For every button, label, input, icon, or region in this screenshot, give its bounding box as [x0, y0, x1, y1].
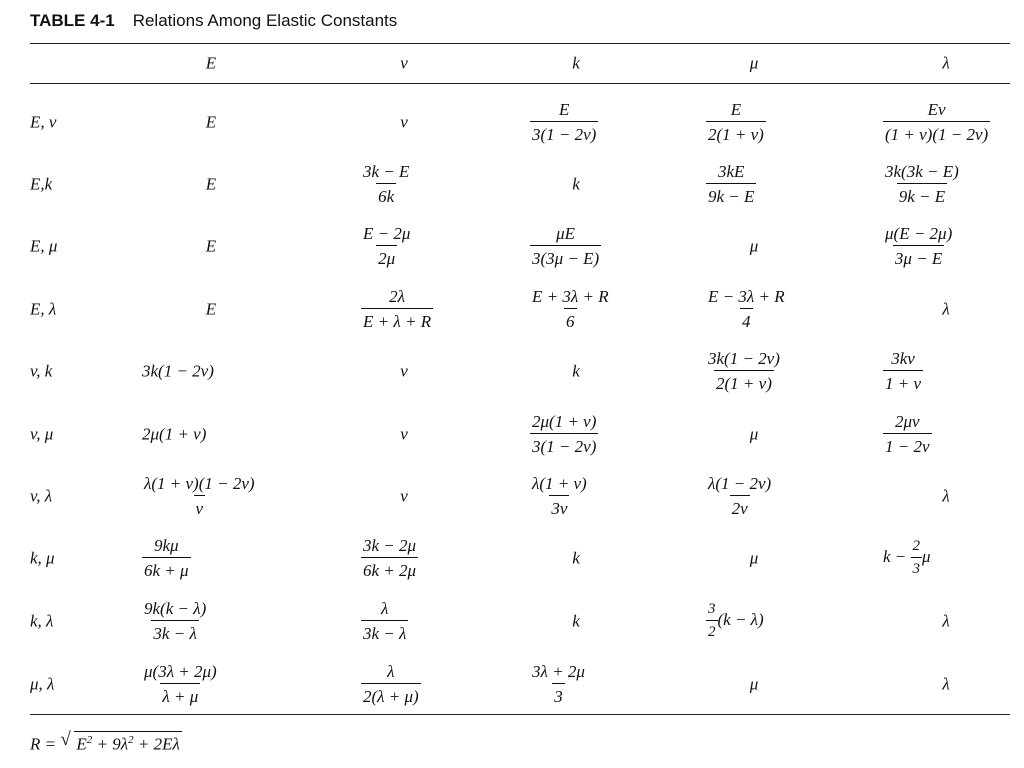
denominator: 3: [552, 683, 565, 705]
table-cell: [361, 225, 412, 267]
numerator: λ(1 + v): [532, 474, 587, 493]
numerator: 3k − E: [363, 162, 410, 181]
denominator: 6: [564, 308, 577, 330]
column-header-mu: μ: [749, 53, 759, 73]
denominator: 6k + μ: [142, 557, 191, 579]
fraction: [706, 475, 773, 517]
table-cell: [706, 350, 782, 392]
denominator: 3(1 − 2v): [530, 433, 598, 455]
numerator: 3k(1 − 2v): [708, 349, 780, 368]
fraction: [706, 602, 718, 640]
fraction: [361, 225, 412, 267]
fraction: [361, 288, 433, 330]
fraction: [530, 663, 587, 705]
table-cell: μ: [749, 548, 759, 568]
fraction: [530, 225, 601, 267]
denominator: 3(1 − 2v): [530, 121, 598, 143]
table-cell: λ: [942, 674, 950, 694]
table-cell: k: [572, 174, 580, 194]
table-cell: [883, 101, 990, 143]
fraction: [883, 101, 990, 143]
fraction: [883, 413, 932, 455]
table-cell: [706, 163, 756, 205]
row-label: E,k: [30, 174, 53, 194]
fraction: [142, 537, 191, 579]
numerator: μ(3λ + 2μ): [144, 662, 217, 681]
table-cell: λ: [942, 611, 950, 631]
numerator: λ: [381, 599, 389, 618]
table-cell: E: [205, 236, 217, 256]
column-header-E: E: [205, 53, 217, 73]
numerator: E − 2μ: [363, 224, 411, 243]
row-label: v, k: [30, 361, 53, 381]
numerator: μ(E − 2μ): [885, 224, 953, 243]
table-cell: 2μ(1 + v): [142, 424, 207, 444]
denominator: 2v: [730, 495, 750, 517]
denominator: 2(1 + v): [706, 121, 766, 143]
row-label: E, μ: [30, 236, 58, 256]
denominator: 6k + 2μ: [361, 557, 418, 579]
column-header-k: k: [572, 53, 580, 73]
denominator: 6k: [376, 183, 396, 205]
table-cell: [530, 413, 598, 455]
table-cell: [142, 537, 191, 579]
fraction: [530, 475, 589, 517]
column-header-v: v: [400, 53, 408, 73]
fraction: [361, 537, 418, 579]
fraction: [706, 101, 766, 143]
table-cell: v: [400, 486, 408, 506]
table-cell: k: [572, 611, 580, 631]
table-cell: E: [205, 112, 217, 132]
fraction: [530, 288, 611, 330]
numerator: λ(1 + v)(1 − 2v): [144, 474, 255, 493]
fraction: [530, 101, 598, 143]
fraction: [361, 163, 411, 205]
denominator: 1 − 2v: [883, 433, 932, 455]
row-label: k, λ: [30, 611, 54, 631]
denominator: 2μ: [376, 245, 397, 267]
table-cell: [530, 663, 587, 705]
table-cell: [883, 225, 954, 267]
numerator: E + 3λ + R: [532, 287, 609, 306]
table-cell: E: [205, 299, 217, 319]
table-number: TABLE 4-1: [30, 11, 115, 30]
fraction: [911, 539, 923, 577]
bottom-rule: [30, 714, 1010, 715]
row-label: v, μ: [30, 424, 54, 444]
expr-suffix: (k − λ): [717, 609, 764, 629]
table-cell: μ: [749, 236, 759, 256]
numerator: 2: [912, 538, 921, 554]
table-cell: k: [572, 548, 580, 568]
row-label: k, μ: [30, 548, 55, 568]
table-cell: [142, 600, 208, 642]
table-cell: [706, 475, 773, 517]
numerator: λ: [387, 662, 395, 681]
denominator: 9k − E: [897, 183, 947, 205]
fraction: [142, 475, 257, 517]
table-cell: [361, 537, 418, 579]
denominator: (1 + v)(1 − 2v): [883, 121, 990, 143]
numerator: λ(1 − 2v): [708, 474, 772, 493]
table-cell: v: [400, 361, 408, 381]
denominator: E + λ + R: [361, 308, 433, 330]
table-cell: λ: [942, 299, 950, 319]
table-cell: [361, 663, 421, 705]
fraction: [883, 225, 954, 267]
fraction: [706, 350, 782, 392]
denominator: 2(1 + v): [714, 370, 774, 392]
numerator: μE: [556, 224, 576, 243]
table-cell: [883, 350, 923, 392]
footnote-lhs: R =: [30, 734, 57, 754]
denominator: 9k − E: [706, 183, 756, 205]
top-rule: [30, 43, 1010, 44]
numerator: 2λ: [389, 287, 405, 306]
table-cell: v: [400, 112, 408, 132]
fraction: [883, 163, 961, 205]
table-cell: [361, 288, 433, 330]
denominator: 3(3μ − E): [530, 245, 601, 267]
denominator: 3v: [549, 495, 569, 517]
denominator: 3μ − E: [893, 245, 944, 267]
table-cell: [361, 600, 408, 642]
table-cell: [530, 475, 589, 517]
table-caption: [30, 11, 397, 31]
numerator: 2μ(1 + v): [532, 412, 597, 431]
fraction: [883, 350, 923, 392]
table-cell: [883, 163, 961, 205]
denominator: λ + μ: [160, 683, 200, 705]
numerator: E: [730, 100, 742, 119]
numerator: E: [558, 100, 570, 119]
table-cell: [142, 663, 219, 705]
numerator: 3λ + 2μ: [532, 662, 585, 681]
row-label: E, λ: [30, 299, 57, 319]
fraction: [142, 663, 219, 705]
table-cell: [706, 602, 764, 640]
table-cell: v: [400, 424, 408, 444]
fraction: [706, 288, 787, 330]
row-label: E, v: [30, 112, 57, 132]
numerator: E − 3λ + R: [708, 287, 785, 306]
numerator: 2μv: [894, 412, 920, 431]
table-cell: [883, 413, 932, 455]
column-header-lambda: λ: [942, 53, 950, 73]
table-cell: [883, 539, 931, 577]
row-label: μ, λ: [30, 674, 55, 694]
table-cell: [142, 475, 257, 517]
table-cell: μ: [749, 424, 759, 444]
denominator: v: [194, 495, 206, 517]
numerator: 9kμ: [153, 536, 179, 555]
numerator: 3k(3k − E): [885, 162, 959, 181]
fraction: [142, 600, 208, 642]
denominator: 3k − λ: [361, 620, 408, 642]
table-cell: [706, 288, 787, 330]
table-title: Relations Among Elastic Constants: [132, 11, 398, 30]
numerator: 3k − 2μ: [363, 536, 417, 555]
denominator: 2: [706, 620, 718, 640]
table-cell: [530, 225, 601, 267]
numerator: 3: [708, 601, 716, 617]
numerator: 3kE: [717, 162, 745, 181]
table-cell: [361, 163, 411, 205]
table-cell: [530, 101, 598, 143]
table-cell: E: [205, 174, 217, 194]
table-cell: k: [572, 361, 580, 381]
square-root-expression: √ $E^2 + 9\lambda^2 + 2E\lambda$: [60, 729, 180, 754]
expr-prefix: k −: [883, 546, 907, 566]
fraction: [530, 413, 598, 455]
radical-sign-icon: √: [60, 729, 71, 750]
fraction: [361, 600, 408, 642]
expr-suffix: μ: [922, 546, 931, 566]
row-label: v, λ: [30, 486, 53, 506]
denominator: 3: [911, 557, 923, 577]
table-cell: [706, 101, 766, 143]
denominator: 3k − λ: [151, 620, 198, 642]
numerator: 9k(k − λ): [144, 599, 207, 618]
header-rule: [30, 83, 1010, 84]
table-cell: 3k(1 − 2v): [142, 361, 214, 381]
denominator: 1 + v: [883, 370, 923, 392]
denominator: 4: [740, 308, 753, 330]
table-cell: μ: [749, 674, 759, 694]
numerator: 3kv: [891, 349, 915, 368]
table-cell: λ: [942, 486, 950, 506]
table-cell: [530, 288, 611, 330]
fraction: [361, 663, 421, 705]
footnote-r-definition: [30, 731, 182, 755]
denominator: 2(λ + μ): [361, 683, 421, 705]
fraction: [706, 163, 756, 205]
numerator: Ev: [927, 100, 946, 119]
